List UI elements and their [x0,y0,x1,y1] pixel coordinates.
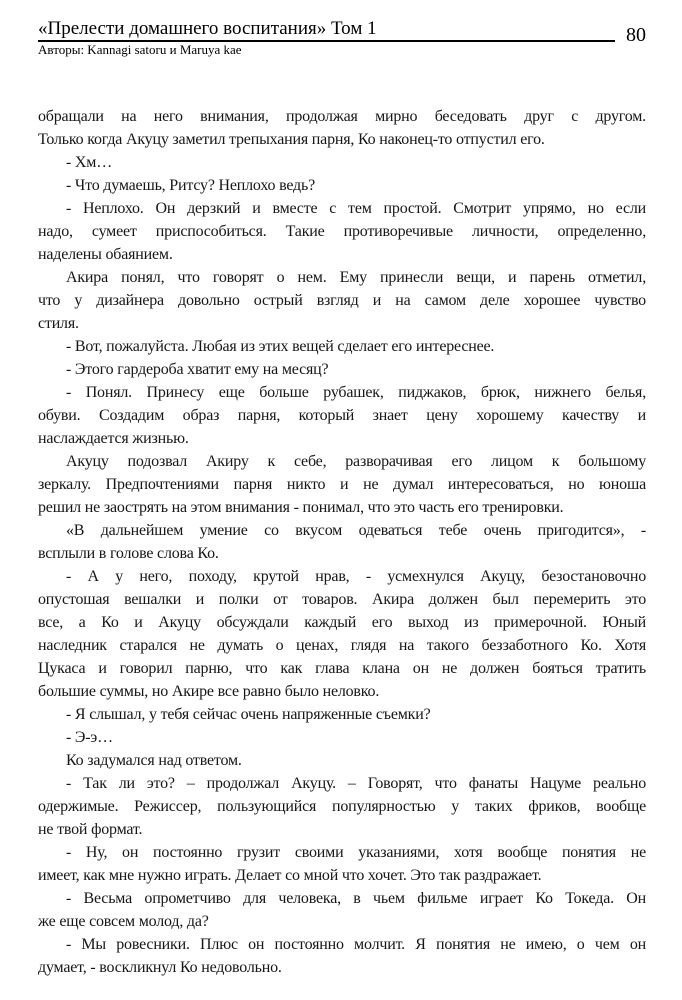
text-line: что у дизайнера довольно острый взгляд и на самом деле хорошее чувство [38,292,646,309]
text-line: надо, сумеет приспособиться. Такие противоречивые личности, определенно, [38,223,646,240]
text-line: опустошая вешалки и полки от товаров. Акира должен был перемерить это [38,591,646,608]
paragraph [38,887,646,933]
book-title: «Прелести домашнего воспитания» Том 1 [38,18,377,39]
text-line: - Э-э… [66,729,113,746]
text-line: стиля. [38,315,79,332]
paragraph [38,358,646,381]
text-line: - Неплохо. Он дерзкий и вместе с тем простой. Смотрит упрямо, но если [66,200,646,217]
text-line: всплыли в голове слова Ко. [38,545,219,562]
text-line: Акуцу подозвал Акиру к себе, разворачивая его лицом к большому [66,453,646,470]
text-line: решил не заострять на этом внимания - понимал, что это часть его тренировки. [38,499,564,516]
text-line: обуви. Создадим образ парня, который знает цену хорошему качеству и [38,407,646,424]
text-line: думает, - воскликнул Ко недовольно. [38,959,282,976]
text-line: «В дальнейшем умение со вкусом одеваться тебе очень пригодится», - [66,522,646,539]
paragraph [38,151,646,174]
text-line: - Мы ровесники. Плюс он постоянно молчит. Я понятия не имею, о чем он [66,936,646,953]
paragraph [38,933,646,979]
authors-line: Авторы: Kannagi satoru и Maruya kae [38,42,242,57]
header-title-row [38,18,646,46]
text-line: имеет, как мне нужно играть. Делает со мной что хочет. Это так раздражает. [38,867,542,884]
text-line: все, а Ко и Акуцу обсуждали каждый его выход из примерочной. Юный [38,614,646,631]
text-line: же еще совсем молод, да? [38,913,209,930]
text-line: не твой формат. [38,821,143,838]
text-line: Только когда Акуцу заметил трепыхания парня, Ко наконец-то отпустил его. [38,131,545,148]
text-line: - Ну, он постоянно грузит своими указаниями, хотя вообще понятия не [66,844,646,861]
text-line: обращали на него внимания, продолжая мирно беседовать друг с другом. [38,108,646,125]
text-line: - Весьма опрометчиво для человека, в чьем фильме играет Ко Токеда. Он [66,890,646,907]
text-line: наслаждается жизнью. [38,430,189,447]
paragraph [38,105,646,151]
paragraph [38,565,646,703]
text-line: - Понял. Принесу еще больше рубашек, пиджаков, брюк, нижнего белья, [66,384,646,401]
text-line: наследник старался не думать о ценах, глядя на такого беззаботного Ко. Хотя [38,637,646,654]
text-line: - Что думаешь, Ритсу? Неплохо ведь? [66,177,316,194]
paragraph [38,519,646,565]
paragraph [38,726,646,749]
text-line: наделены обаянием. [38,246,173,263]
paragraph [38,772,646,841]
title-underline [38,18,615,42]
paragraph [38,266,646,335]
text-line: - Этого гардероба хватит ему на месяц? [66,361,329,378]
paragraph [38,197,646,266]
text-line: одержимые. Режиссер, пользующийся популярностью у таких фриков, вообще [38,798,646,815]
paragraph [38,174,646,197]
text-line: - Вот, пожалуйста. Любая из этих вещей сделает его интереснее. [66,338,495,355]
text-line: - Хм… [66,154,113,171]
text-line: Ко задумался над ответом. [66,752,242,769]
page-number: 80 [626,24,646,46]
page-text [38,105,646,979]
paragraph [38,749,646,772]
text-line: - А у него, походу, крутой нрав, - усмехнулся Акуцу, безостановочно [66,568,646,585]
paragraph [38,381,646,450]
page-header [0,18,682,57]
text-line: Акира понял, что говорят о нем. Ему принесли вещи, и парень отметил, [66,269,646,286]
paragraph [38,335,646,358]
text-line: - Я слышал, у тебя сейчас очень напряженные съемки? [66,706,431,723]
text-line: большие суммы, но Акире все равно было неловко. [38,683,380,700]
paragraph [38,841,646,887]
paragraph [38,450,646,519]
text-line: зеркалу. Предпочтениями парня никто и не думал интересоваться, но юноша [38,476,646,493]
text-line: - Так ли это? – продолжал Акуцу. – Говорят, что фанаты Нацуме реально [66,775,646,792]
paragraph [38,703,646,726]
text-line: Цукаса и говорил парню, что как глава клана он не должен бояться тратить [38,660,646,677]
